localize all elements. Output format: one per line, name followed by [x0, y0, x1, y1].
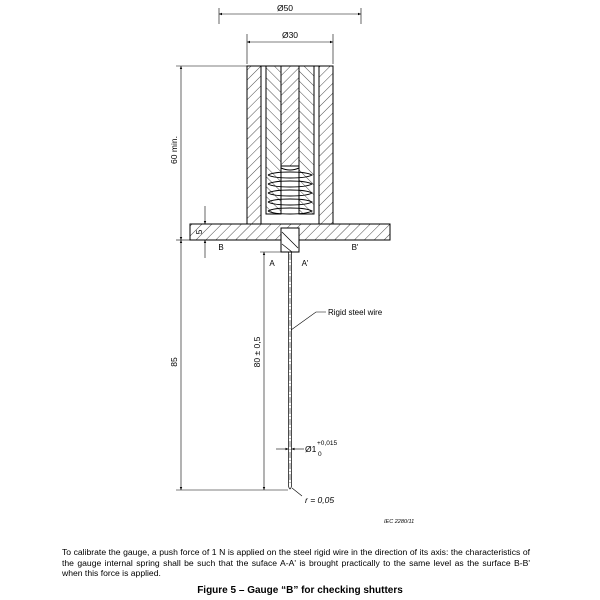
total-length-label: 85: [169, 357, 179, 367]
tip-radius-label: r = 0,05: [305, 495, 335, 505]
wire-length-label: 80 ± 0,5: [252, 336, 262, 368]
outer-diameter-label: Ø50: [276, 3, 294, 13]
wire-diameter-label: Ø1: [305, 444, 317, 454]
dim-total-length: [176, 240, 288, 490]
wire-tolerance-upper: +0,015: [317, 440, 338, 447]
surface-a-label: A: [269, 259, 275, 268]
figure-title: Figure 5 – Gauge “B” for checking shutters: [197, 585, 403, 596]
surface-b-label: B: [218, 243, 224, 252]
tip-radius-leader: [292, 488, 302, 496]
iec-reference: IEC 2280/11: [384, 519, 415, 525]
gauge-body: [190, 66, 390, 252]
inner-diameter-label: Ø30: [281, 30, 299, 40]
rigid-steel-wire: [289, 252, 292, 489]
right-inner-sleeve: [299, 66, 314, 214]
rigid-wire-label: Rigid steel wire: [328, 308, 383, 317]
left-housing-wall: [247, 66, 261, 224]
dim-height: [176, 66, 247, 240]
rigid-wire-leader: [291, 312, 326, 330]
left-inner-sleeve: [266, 66, 281, 214]
plunger: [281, 66, 299, 166]
right-housing-wall: [319, 66, 333, 224]
dim-wire-length: [260, 252, 281, 490]
flange-label: 5: [194, 229, 204, 235]
caption-paragraph: To calibrate the gauge, a push force of 1 N is applied on the steel rigid wire in the direction of its axis: the characteristics of the gauge internal spring shall be such that the suface A-A' is brought practically to the same level as the surface B-B' when this force is applied.: [62, 547, 530, 579]
height-label: 60 min.: [169, 136, 179, 164]
surface-b-prime-label: B': [351, 243, 359, 252]
wire-tolerance-lower: 0: [318, 451, 322, 458]
surface-a-prime-label: A': [301, 259, 309, 268]
